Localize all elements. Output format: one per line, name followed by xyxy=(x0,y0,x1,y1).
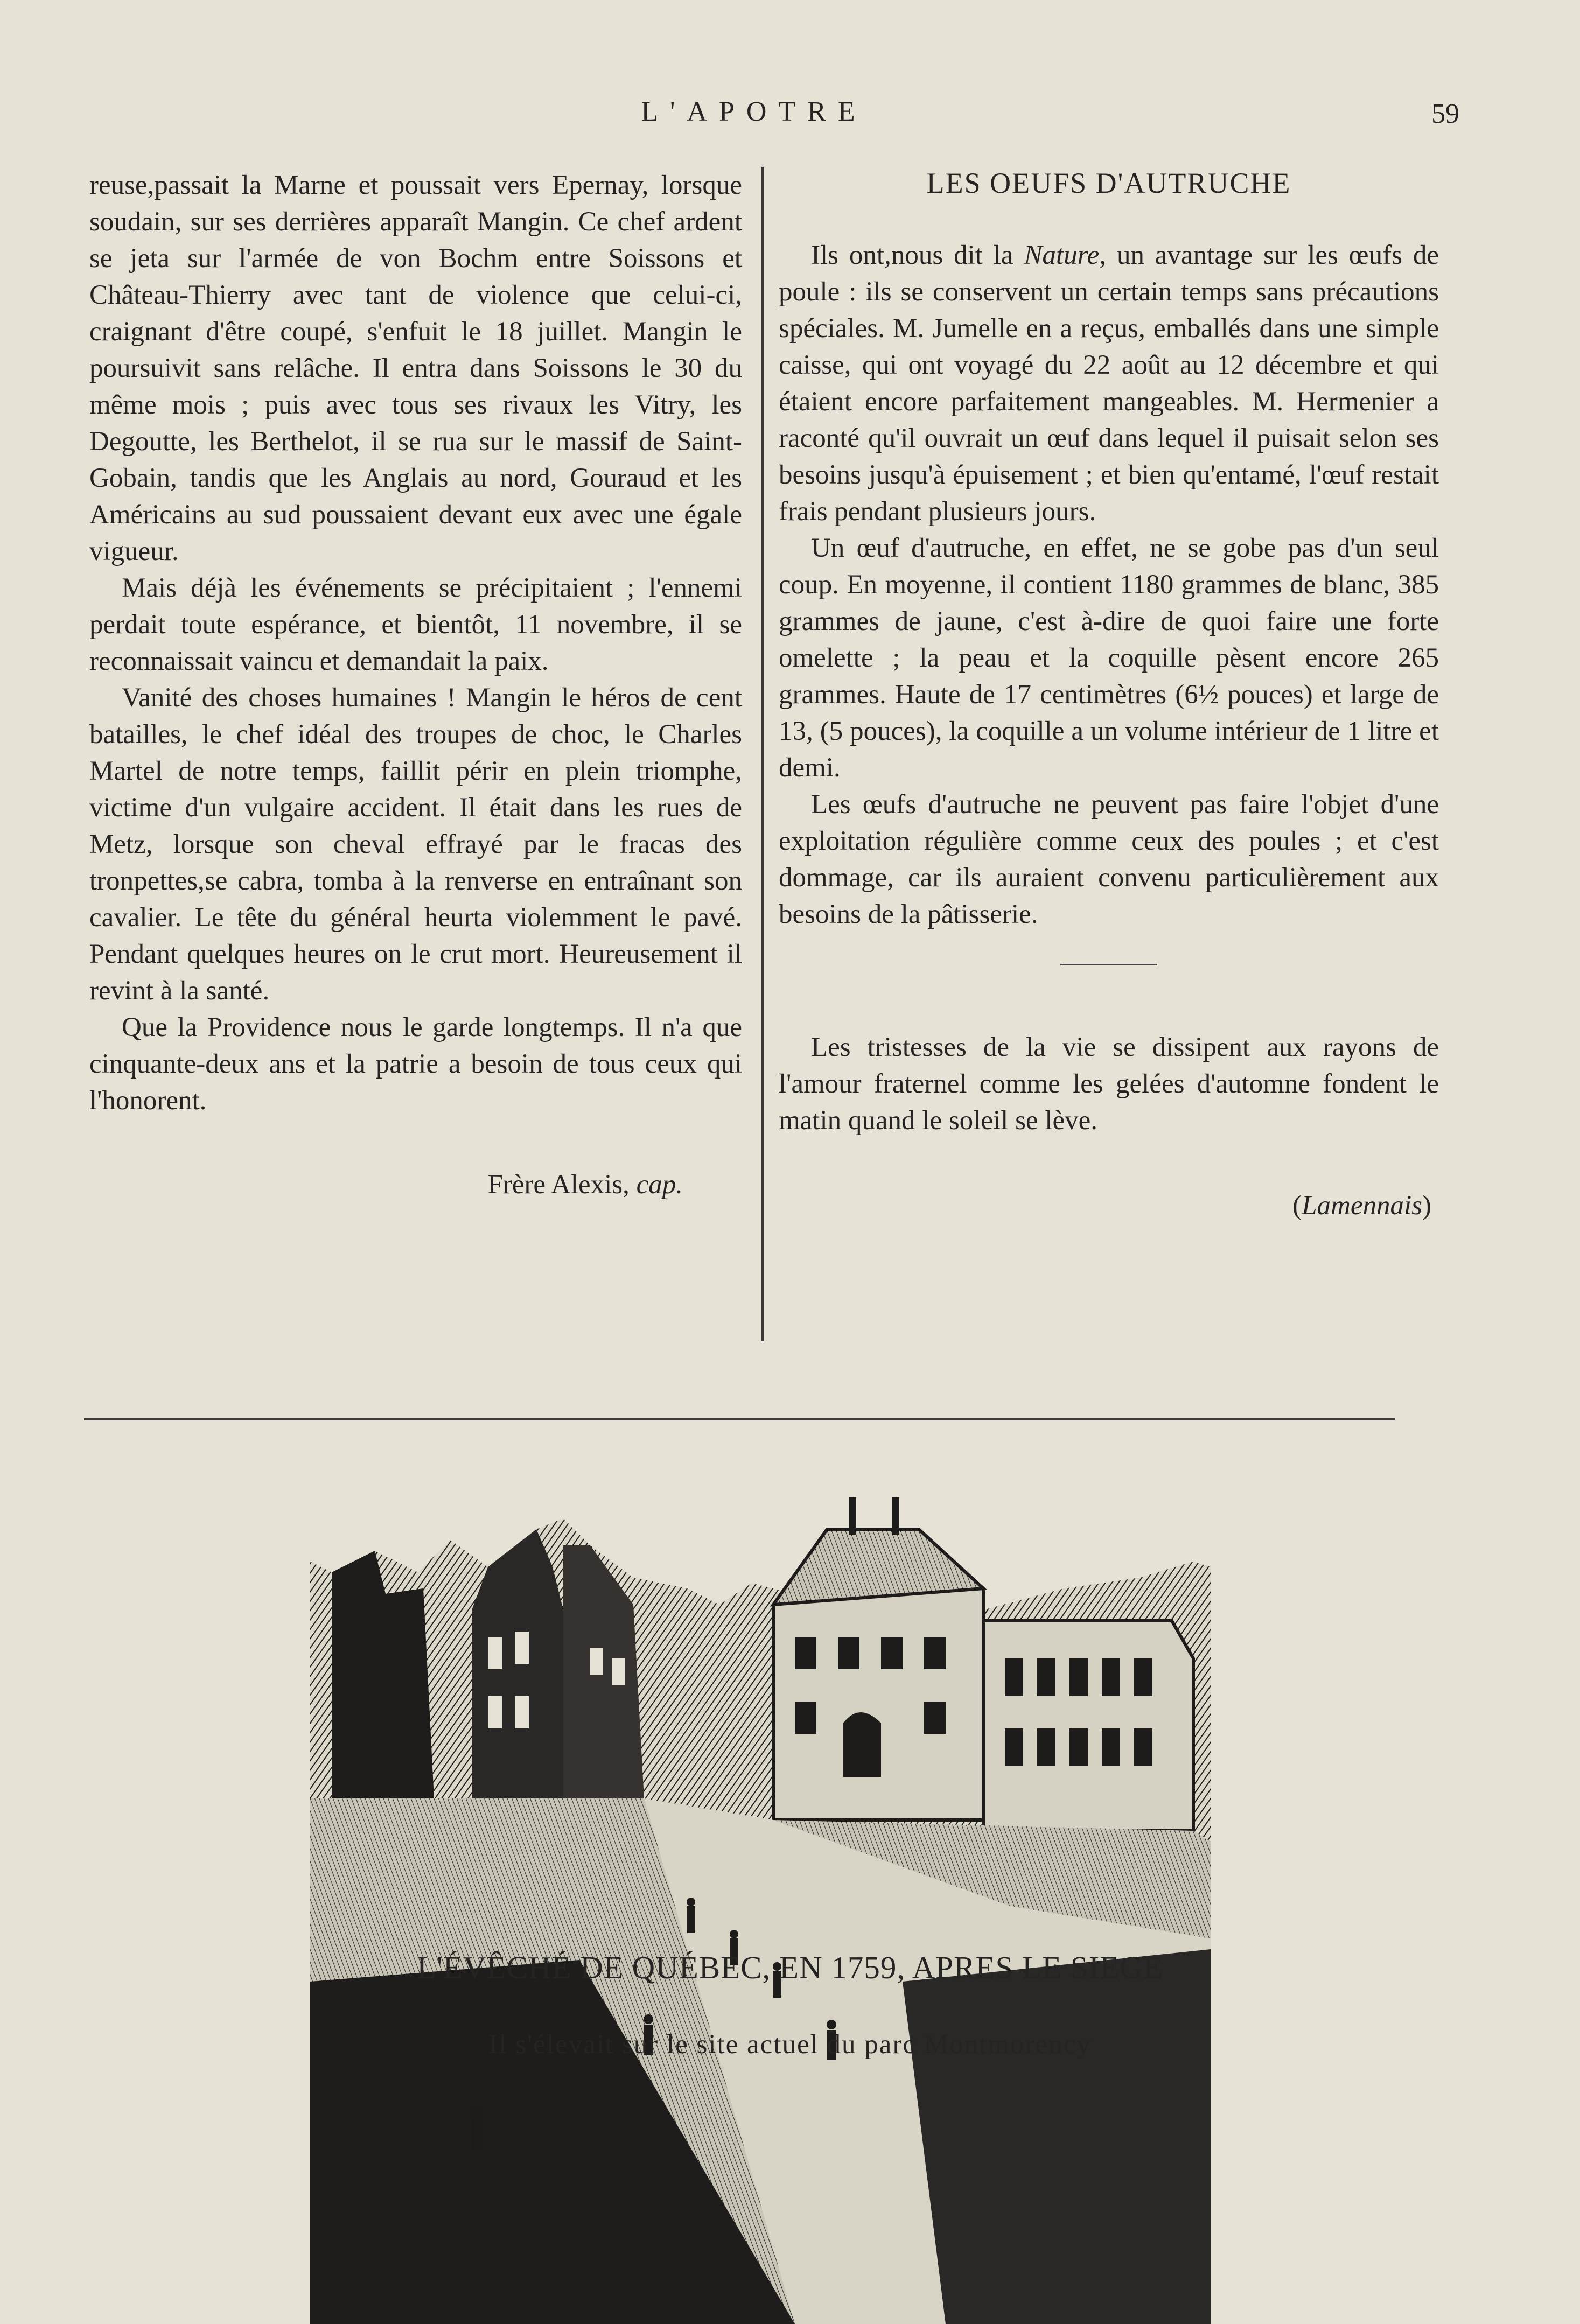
quote-paragraph: Les tristesses de la vie se dissipent aux rayons de l'amour fraternel comme les gelées d'automne fondent le matin quand le soleil se lève. xyxy=(779,1032,1439,1136)
left-paragraph-1: reuse,passait la Marne et poussait vers Epernay, lorsque soudain, sur ses derrières apparaît Mangin. Ce chef ardent se jeta sur l'armée de von Bochm entre Soissons et Château-Thierry avec tant de violence que celui-ci, craignant d'être coupé, s'enfuit le 18 juillet. Mangin le poursuivit sans relâche. Il entra dans Soissons le 30 du même mois ; puis avec tous ses rivaux les Vitry, les Degoutte, les Berthelot, il se rua sur le massif de Saint-Gobain, tandis que les Anglais au nord, Gouraud et les Américains au sud poussaient devant eux avec une égale vigueur. xyxy=(89,170,742,566)
source-name: Nature xyxy=(1024,240,1100,270)
page-number: 59 xyxy=(1431,99,1459,129)
left-paragraph-2: Mais déjà les événements se précipitaient ; l'ennemi perdait toute espérance, et bientôt, 11 novembre, il se reconnaissait vaincu et demandait la paix. xyxy=(89,573,742,676)
horizontal-rule xyxy=(84,1418,1395,1420)
engraving-svg xyxy=(310,1497,1211,2324)
engraving-illustration xyxy=(310,1497,1211,2324)
signature-title: cap. xyxy=(636,1170,683,1200)
left-paragraph-3: Vanité des choses humaines ! Mangin le héros de cent batailles, le chef idéal des troupes de choc, le Charles Martel de notre temps, faillit périr en plein triomphe, victime d'un vulgaire accident. Il était dans les rues de Metz, lorsque son cheval effrayé par le fracas des tronpettes,se cabra, tomba à la renverse en entraînant son cavalier. Le tête du général heurta violemment le pavé. Pendant quelques heures on le crut mort. Heureusement il revint à la santé. xyxy=(89,683,742,1006)
figure-caption: L'ÉVÊCHÉ DE QUÉBEC, EN 1759, APRES LE SIEGE xyxy=(417,1950,1163,1985)
signature-name: Frère Alexis, xyxy=(487,1170,630,1200)
right-paragraph-2: Un œuf d'autruche, en effet, ne se gobe pas d'un seul coup. En moyenne, il contient 1180 grammes de blanc, 385 grammes de jaune, c'est à-dire de quoi faire une forte omelette ; la peau et la coquille pèsent encore 265 grammes. Haute de 17 centimètres (6½ pouces) et large de 13, (5 pouces), la coquille a un volume intérieur de 1 litre et demi. xyxy=(779,533,1439,783)
left-column xyxy=(89,167,742,1203)
right-paragraph-1-rest: , un avantage sur les œufs de poule : ils se conservent un certain temps sans précautions spéciales. M. Jumelle en a reçus, emballés dans une simple caisse, qui ont voyagé du 22 août au 12 décembre et qui étaient encore parfaitement mangeables. M. Hermenier a raconté qu'il ouvrait un œuf dans lequel il puisait selon ses besoins jusqu'à épuisement ; et bien qu'entamé, l'œuf restait frais pendant plusieurs jours. xyxy=(779,240,1439,527)
left-paragraph-4: Que la Providence nous le garde longtemps. Il n'a que cinquante-deux ans et la patrie a besoin de tous ceux qui l'honorent. xyxy=(89,1012,742,1116)
quote-attribution: (Lamennais) xyxy=(1292,1191,1431,1221)
right-column xyxy=(779,167,1439,1224)
figure-subcaption: Il s'élevait sur le site actuel du parc Montmorency xyxy=(488,2029,1092,2060)
column-divider xyxy=(761,167,764,1341)
quote-author: Lamennais xyxy=(1302,1191,1423,1221)
article-title: LES OEUFS D'AUTRUCHE xyxy=(926,167,1291,199)
right-paragraph-1 xyxy=(779,237,1439,530)
article-signature xyxy=(89,1166,742,1203)
right-paragraph-3: Les œufs d'autruche ne peuvent pas faire l'objet d'une exploitation régulière comme ceux des poules ; et c'est dommage, car ils auraient convenu particulièrement aux besoins de la pâtisserie. xyxy=(779,789,1439,929)
running-header-title: L'APOTRE xyxy=(641,96,867,127)
section-separator xyxy=(1060,964,1157,965)
right-paragraph-1-start: Ils ont,nous dit la xyxy=(811,240,1024,270)
